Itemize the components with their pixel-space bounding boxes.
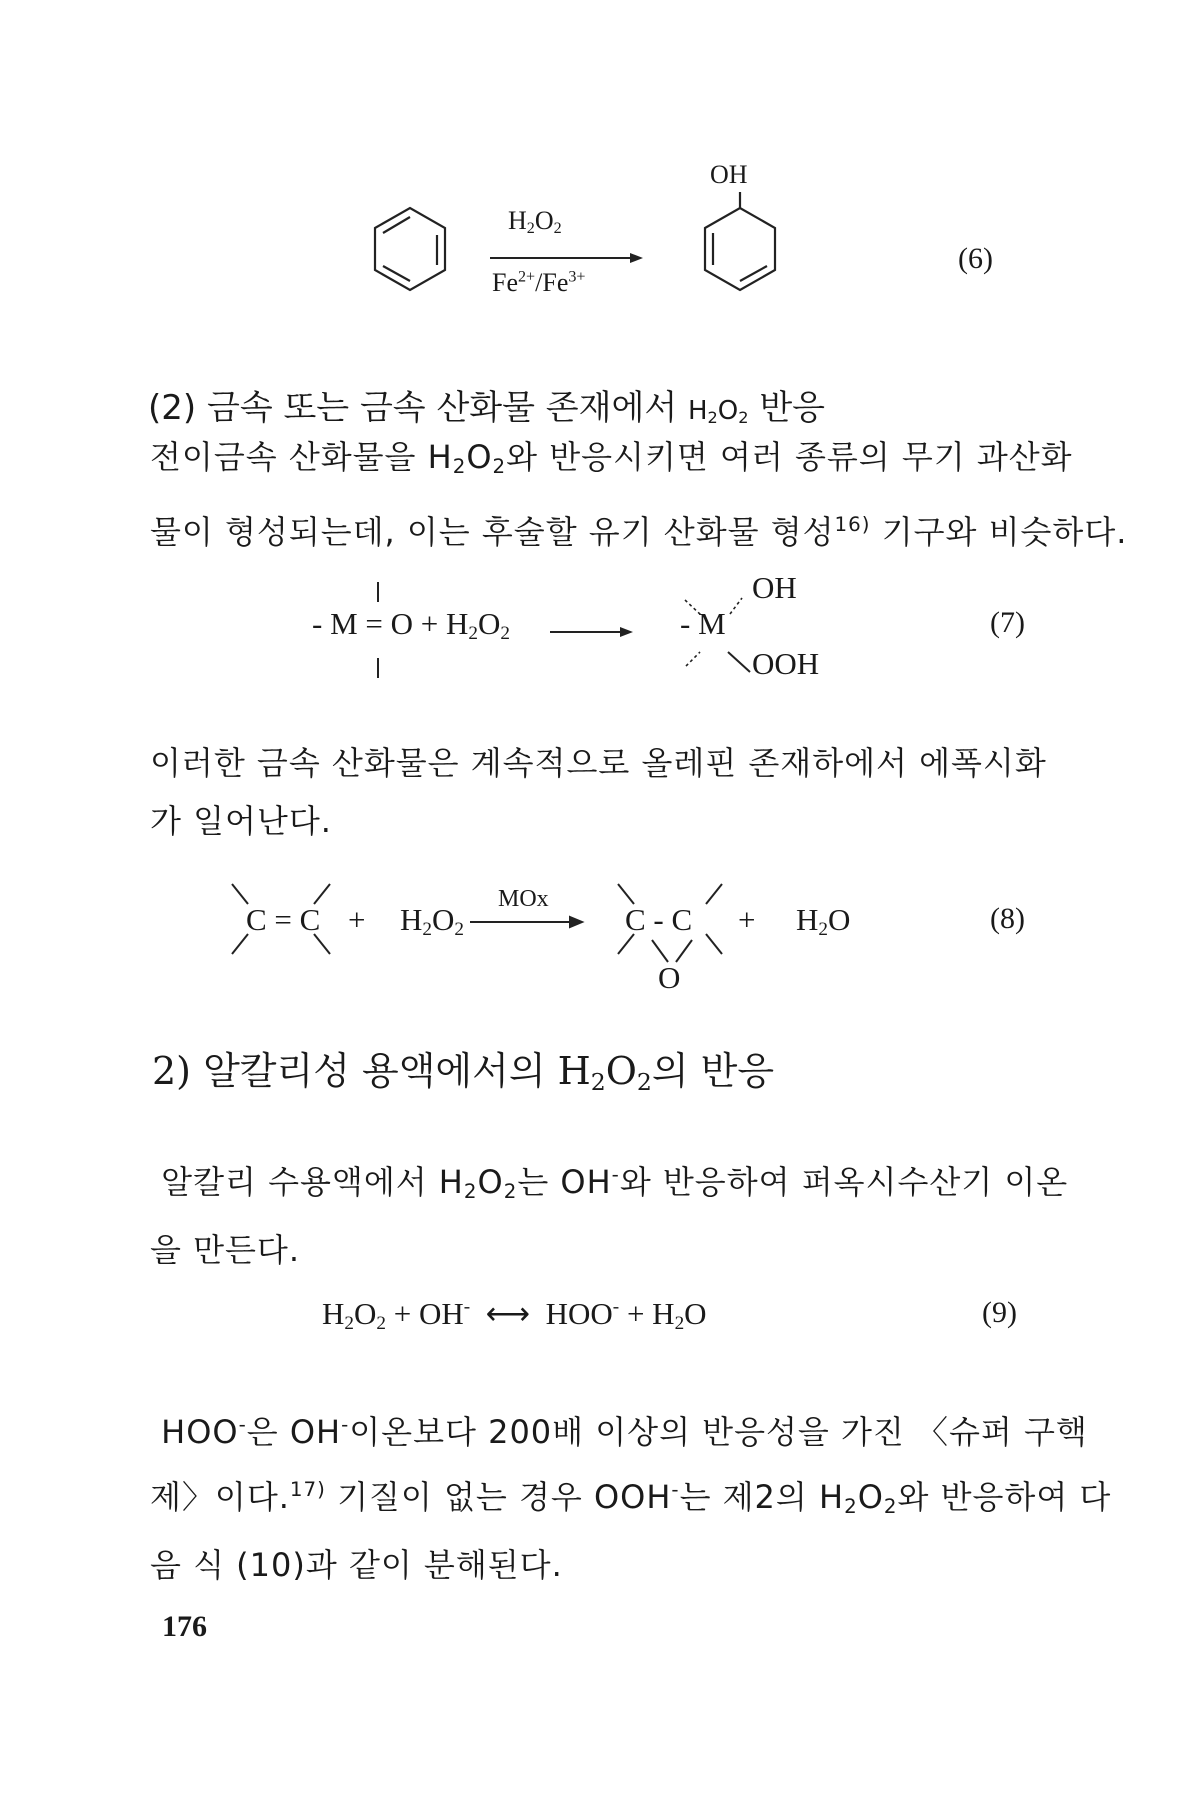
reaction-arrow [490,253,643,263]
equation-number-6: (6) [958,242,993,275]
eq8-epoxide: C - C [625,902,693,937]
eq8-reagent: $H_2O_2$ [400,902,464,940]
eq7-product-oh: OH [752,570,797,605]
eq8-plus: + [738,902,756,937]
epoxidation-paragraph [150,734,1050,850]
equation-8-diagram [230,880,990,1010]
eq8-water: $H_2O$ [796,902,851,940]
phenol-ring [705,192,775,290]
eq8-alkene: C = C [246,902,321,937]
paragraph-line: 물이 형성되는데, 이는 후술할 유기 산화물 형성$^{16)}$ 기구와 비슷하다. [150,512,1128,551]
eq6-reagent-bottom: $Fe^{2+}/Fe^{3+}$ [492,268,586,297]
reference-16: 16) [834,512,871,536]
paragraph-line: 전이금속 산화물을 $H_2O_2$와 반응시키면 여러 종류의 무기 과산화 [150,438,1073,478]
eq7-left-side: - $M = O + H_2O_2$ [312,606,510,644]
eq7-product-ooh: OOH [752,646,820,681]
paragraph-line: 알칼리 수용액에서 $H_2O_2$는 OH-와 반응하여 퍼옥시수산기 이온 [150,1162,1069,1203]
paragraph-line: 을 만든다. [150,1230,300,1269]
equation-6-diagram [340,180,900,330]
eq8-catalyst: MOx [498,886,549,912]
page-number: 176 [162,1610,207,1643]
section-2-heading: (2) 금속 또는 금속 산화물 존재에서 $H_2O_2$ 반응 [148,388,826,428]
equation-number-9: (9) [982,1296,1017,1329]
paragraph-line: HOO-은 OH-이온보다 200배 이상의 반응성을 가진 〈슈퍼 구핵 [150,1412,1088,1451]
eq6-reagent-top: $H_2O_2$ [508,206,562,238]
section-alkaline-heading: 2) 알칼리성 용액에서의 $H_2O_2$의 반응 [152,1049,775,1096]
hoo-paragraph [150,1396,1112,1594]
eq9-expression: $H_2O_2 + OH^-$ ⟷ $HOO^- + H_2O$ [322,1296,707,1334]
equation-number-7: (7) [990,606,1025,639]
paragraph-line: 음 식 (10)과 같이 분해된다. [150,1545,563,1584]
paragraph-line: 가 일어난다. [150,802,332,840]
benzene-ring [375,208,445,290]
section-2-paragraph [150,428,1128,561]
paragraph-line: 이러한 금속 산화물은 계속적으로 올레핀 존재하에서 에폭시화 [150,744,1047,782]
eq6-oh-group: OH [710,160,748,189]
eq8-plus: + [348,902,366,937]
alkaline-paragraph [150,1146,1069,1279]
equation-number-8: (8) [990,902,1025,935]
eq8-oxygen: O [658,960,681,995]
eq7-product-metal: - M [680,606,726,641]
paragraph-line: 제〉이다.$^{17)}$ 기질이 없는 경우 OOH-는 제2의 $H_2O_2$와 반응하여 다 [150,1477,1112,1518]
reference-17: 17) [289,1477,326,1501]
